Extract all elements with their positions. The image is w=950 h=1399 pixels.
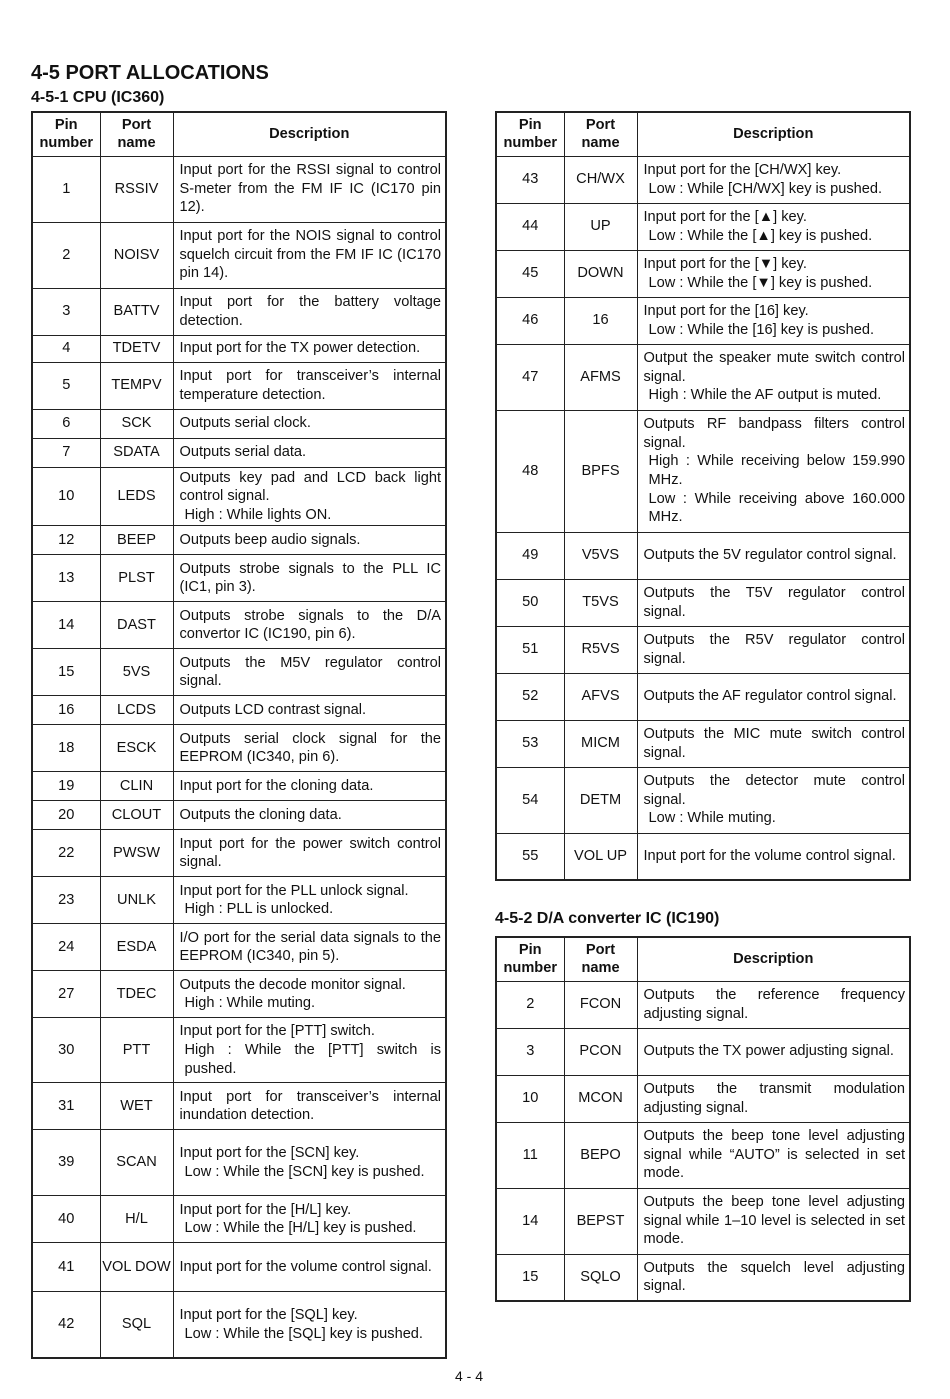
pin-number-cell: 39 [32,1130,100,1196]
description-cell [637,720,910,767]
description-line: Output the speaker mute switch control signal. [643,350,905,385]
port-name-cell: PTT [100,1018,173,1083]
pin-number-cell: 3 [32,288,100,335]
pin-number-cell: 2 [496,981,564,1028]
description-cell [173,772,446,801]
description-cell [637,673,910,720]
table-row [32,877,446,924]
port-name-cell: DAST [100,602,173,649]
description-cell [637,532,910,579]
port-name-cell: VOL DOW [100,1243,173,1292]
description-cell [173,467,446,526]
cpu-table-right [495,111,911,881]
description-line: Outputs key pad and LCD back light control signal. [179,469,441,505]
description-line: Input port for the [16] key. [643,302,809,319]
description-cell [173,1130,446,1196]
description-cell [637,767,910,833]
description-cell [173,526,446,555]
description-line: Outputs strobe signals to the D/A convertor IC (IC190, pin 6). [179,607,441,643]
description-cell [173,1018,446,1083]
description-cell [637,156,910,203]
port-name-cell: CLOUT [100,801,173,830]
description-line: Outputs RF bandpass filters control signal. [643,416,905,451]
pin-number-cell: 46 [496,297,564,344]
header-description: Description [637,937,910,981]
description-line: Outputs the AF regulator control signal. [643,688,897,705]
port-name-cell: CLIN [100,772,173,801]
description-cell [637,203,910,250]
table-row [32,772,446,801]
table-row [496,532,910,579]
description-line: Outputs the cloning data. [179,806,342,823]
description-cell [173,924,446,971]
description-cell [637,297,910,344]
table-row [32,288,446,335]
description-line: Input port for the [PTT] switch. [179,1023,375,1040]
description-cell [637,410,910,532]
description-line: Low : While the [▲] key is pushed. [648,227,873,244]
port-name-cell: DOWN [564,250,637,297]
port-name-cell: BATTV [100,288,173,335]
pin-number-cell: 42 [32,1292,100,1358]
pin-number-cell: 22 [32,830,100,877]
port-name-cell: PCON [564,1028,637,1075]
description-line: Outputs the decode monitor signal. [179,976,406,993]
description-cell [173,877,446,924]
description-cell [173,555,446,602]
table-row [496,981,910,1028]
port-name-cell: SQLO [564,1254,637,1301]
da-table [495,936,911,1302]
table-row [32,1196,446,1243]
pin-number-cell: 12 [32,526,100,555]
description-line: Outputs the reference frequency adjusting signal. [643,986,905,1022]
pin-number-cell: 16 [32,696,100,725]
description-line: Input port for transceiver’s internal inundation detection. [179,1088,441,1124]
description-cell [637,1075,910,1122]
table-row [32,1083,446,1130]
description-cell [637,344,910,410]
pin-number-cell: 41 [32,1243,100,1292]
pin-number-cell: 14 [496,1188,564,1254]
description-line: Outputs the MIC mute switch control signal. [643,725,905,761]
da-subtitle: 4-5-2 D/A converter IC (IC190) [495,910,720,927]
description-cell [173,222,446,288]
description-line: High : While the [PTT] switch is pushed. [184,1041,441,1077]
port-name-cell: TDEC [100,971,173,1018]
description-line: Low : While the [SQL] key is pushed. [184,1325,423,1342]
table-row [32,1018,446,1083]
header-pin-number: Pin number [496,937,564,981]
table-row [496,1075,910,1122]
table-row [496,579,910,626]
port-name-cell: ESCK [100,725,173,772]
table-row [32,362,446,409]
section-title: 4-5 PORT ALLOCATIONS [31,62,269,84]
description-cell [637,1028,910,1075]
pin-number-cell: 51 [496,626,564,673]
description-cell [637,579,910,626]
description-line: Input port for the [SCN] key. [179,1145,360,1162]
table-row [32,801,446,830]
description-line: Input port for the NOIS signal to control squelch circuit from the FM IF IC (IC170 pin 14). [179,228,441,282]
description-cell [637,250,910,297]
port-name-cell: LEDS [100,467,173,526]
description-line: Outputs LCD contrast signal. [179,701,367,718]
pin-number-cell: 20 [32,801,100,830]
header-pin-number: Pin number [496,112,564,156]
port-name-cell: TEMPV [100,362,173,409]
description-cell [173,725,446,772]
description-cell [173,156,446,222]
table-row [32,467,446,526]
description-line: Low : While the [SCN] key is pushed. [184,1163,425,1180]
table-row [32,725,446,772]
pin-number-cell: 14 [32,602,100,649]
pin-number-cell: 15 [32,649,100,696]
cpu-table-left [31,111,447,1359]
description-line: Low : While [CH/WX] key is pushed. [648,180,883,197]
pin-number-cell: 24 [32,924,100,971]
description-line: I/O port for the serial data signals to the EEPROM (IC340, pin 5). [179,929,441,965]
description-cell [173,602,446,649]
description-cell [173,409,446,438]
pin-number-cell: 55 [496,833,564,880]
description-cell [173,649,446,696]
description-line: Low : While the [16] key is pushed. [648,321,875,338]
table-row [32,156,446,222]
description-line: High : While muting. [184,995,316,1012]
description-cell [173,362,446,409]
pin-number-cell: 43 [496,156,564,203]
pin-number-cell: 6 [32,409,100,438]
pin-number-cell: 30 [32,1018,100,1083]
pin-number-cell: 19 [32,772,100,801]
port-name-cell: NOISV [100,222,173,288]
pin-number-cell: 23 [32,877,100,924]
port-name-cell: SDATA [100,438,173,467]
port-name-cell: SCK [100,409,173,438]
port-name-cell: UNLK [100,877,173,924]
description-line: Input port for the volume control signal. [643,847,896,864]
cpu-subtitle: 4-5-1 CPU (IC360) [31,89,165,106]
page-number: 4 - 4 [455,1368,484,1384]
description-cell [173,288,446,335]
description-cell [637,833,910,880]
port-name-cell: TDETV [100,335,173,362]
pin-number-cell: 3 [496,1028,564,1075]
description-line: Outputs serial clock signal for the EEPROM (IC340, pin 6). [179,730,441,766]
pin-number-cell: 40 [32,1196,100,1243]
port-name-cell: T5VS [564,579,637,626]
table-row [496,1028,910,1075]
table-row [496,833,910,880]
table-row [496,1122,910,1188]
description-line: Outputs the R5V regulator control signal. [643,631,905,667]
port-name-cell: AFMS [564,344,637,410]
pin-number-cell: 13 [32,555,100,602]
description-line: Outputs the M5V regulator control signal. [179,654,441,690]
port-name-cell: FCON [564,981,637,1028]
description-line: Outputs the detector mute control signal. [643,773,905,808]
description-line: Input port for the [CH/WX] key. [643,161,842,178]
description-line: Input port for the battery voltage detection. [179,293,441,329]
table-row [32,409,446,438]
pin-number-cell: 44 [496,203,564,250]
description-cell [637,1122,910,1188]
description-line: Low : While the [H/L] key is pushed. [184,1220,417,1237]
description-line: Input port for the [▲] key. [643,208,807,225]
pin-number-cell: 4 [32,335,100,362]
port-name-cell: BPFS [564,410,637,532]
description-line: Input port for the [SQL] key. [179,1306,358,1323]
description-line: Outputs serial clock. [179,415,311,432]
table-row [32,1130,446,1196]
pin-number-cell: 10 [32,467,100,526]
pin-number-cell: 53 [496,720,564,767]
port-name-cell: BEPST [564,1188,637,1254]
table-row [32,696,446,725]
description-line: Input port for the [H/L] key. [179,1201,352,1218]
header-pin-number: Pin number [32,112,100,156]
description-line: Input port for the TX power detection. [179,340,421,357]
port-name-cell: 5VS [100,649,173,696]
description-line: Outputs the beep tone level adjusting signal while “AUTO” is selected in set mode. [643,1128,905,1182]
port-name-cell: V5VS [564,532,637,579]
description-line: Low : While receiving above 160.000 MHz. [648,490,905,526]
pin-number-cell: 48 [496,410,564,532]
description-line: Input port for transceiver’s internal temperature detection. [179,367,441,403]
description-cell [173,971,446,1018]
header-description: Description [637,112,910,156]
port-name-cell: PWSW [100,830,173,877]
port-name-cell: DETM [564,767,637,833]
table-row [496,720,910,767]
pin-number-cell: 31 [32,1083,100,1130]
port-name-cell: RSSIV [100,156,173,222]
description-line: Outputs serial data. [179,444,307,461]
description-line: High : While the AF output is muted. [648,387,882,404]
description-line: Low : While the [▼] key is pushed. [648,274,873,291]
description-cell [173,830,446,877]
description-cell [637,1188,910,1254]
port-name-cell: SQL [100,1292,173,1358]
table-row [32,1292,446,1358]
table-row [496,1188,910,1254]
table-row [496,250,910,297]
description-line: Outputs the transmit modulation adjusting signal. [643,1080,905,1116]
port-name-cell: PLST [100,555,173,602]
port-name-cell: MICM [564,720,637,767]
pin-number-cell: 45 [496,250,564,297]
table-row [496,673,910,720]
header-port-name: Port name [100,112,173,156]
pin-number-cell: 27 [32,971,100,1018]
pin-number-cell: 54 [496,767,564,833]
description-cell [173,438,446,467]
description-line: Input port for the volume control signal. [179,1258,432,1275]
table-row [496,626,910,673]
table-row [496,344,910,410]
pin-number-cell: 52 [496,673,564,720]
port-name-cell: UP [564,203,637,250]
port-name-cell: CH/WX [564,156,637,203]
description-line: Input port for the [▼] key. [643,255,807,272]
table-row [32,602,446,649]
description-line: Input port for the power switch control signal. [179,835,441,871]
port-name-cell: VOL UP [564,833,637,880]
table-row [32,924,446,971]
description-line: Outputs the beep tone level adjusting signal while 1–10 level is selected in set mode. [643,1194,905,1248]
table-row [496,767,910,833]
pin-number-cell: 11 [496,1122,564,1188]
table-row [32,1243,446,1292]
table-row [32,222,446,288]
pin-number-cell: 47 [496,344,564,410]
port-name-cell: WET [100,1083,173,1130]
port-name-cell: 16 [564,297,637,344]
table-row [32,555,446,602]
description-cell [173,1083,446,1130]
description-line: Low : While muting. [648,810,776,827]
description-line: Input port for the PLL unlock signal. [179,882,409,899]
pin-number-cell: 50 [496,579,564,626]
pin-number-cell: 49 [496,532,564,579]
table-row [32,526,446,555]
description-line: Outputs the T5V regulator control signal. [643,584,905,620]
description-cell [173,696,446,725]
description-cell [173,335,446,362]
description-cell [173,1243,446,1292]
pin-number-cell: 2 [32,222,100,288]
pin-number-cell: 1 [32,156,100,222]
table-row [32,830,446,877]
port-name-cell: BEPO [564,1122,637,1188]
port-name-cell: LCDS [100,696,173,725]
port-name-cell: BEEP [100,526,173,555]
description-line: Outputs beep audio signals. [179,531,361,548]
port-name-cell: ESDA [100,924,173,971]
table-row [496,410,910,532]
table-row [496,297,910,344]
header-port-name: Port name [564,112,637,156]
description-cell [637,626,910,673]
pin-number-cell: 5 [32,362,100,409]
header-port-name: Port name [564,937,637,981]
description-line: Outputs the squelch level adjusting signal. [643,1259,905,1295]
pin-number-cell: 18 [32,725,100,772]
description-cell [173,1292,446,1358]
description-line: Outputs the 5V regulator control signal. [643,547,897,564]
description-line: High : PLL is unlocked. [184,901,334,918]
description-line: Input port for the cloning data. [179,777,374,794]
table-row [496,1254,910,1301]
table-row [32,335,446,362]
description-line: High : While receiving below 159.990 MHz. [648,453,905,488]
description-line: Input port for the RSSI signal to control S-meter from the FM IF IC (IC170 pin 12). [179,162,441,216]
description-cell [637,1254,910,1301]
description-line: Outputs the TX power adjusting signal. [643,1043,894,1060]
description-cell [173,801,446,830]
table-row [496,203,910,250]
description-line: Outputs strobe signals to the PLL IC (IC1, pin 3). [179,560,441,596]
table-row [32,649,446,696]
table-row [496,156,910,203]
pin-number-cell: 15 [496,1254,564,1301]
description-cell [173,1196,446,1243]
pin-number-cell: 7 [32,438,100,467]
table-row [32,971,446,1018]
port-name-cell: R5VS [564,626,637,673]
port-name-cell: SCAN [100,1130,173,1196]
description-line: High : While lights ON. [184,506,332,523]
port-name-cell: H/L [100,1196,173,1243]
port-name-cell: MCON [564,1075,637,1122]
table-row [32,438,446,467]
port-name-cell: AFVS [564,673,637,720]
pin-number-cell: 10 [496,1075,564,1122]
description-cell [637,981,910,1028]
header-description: Description [173,112,446,156]
